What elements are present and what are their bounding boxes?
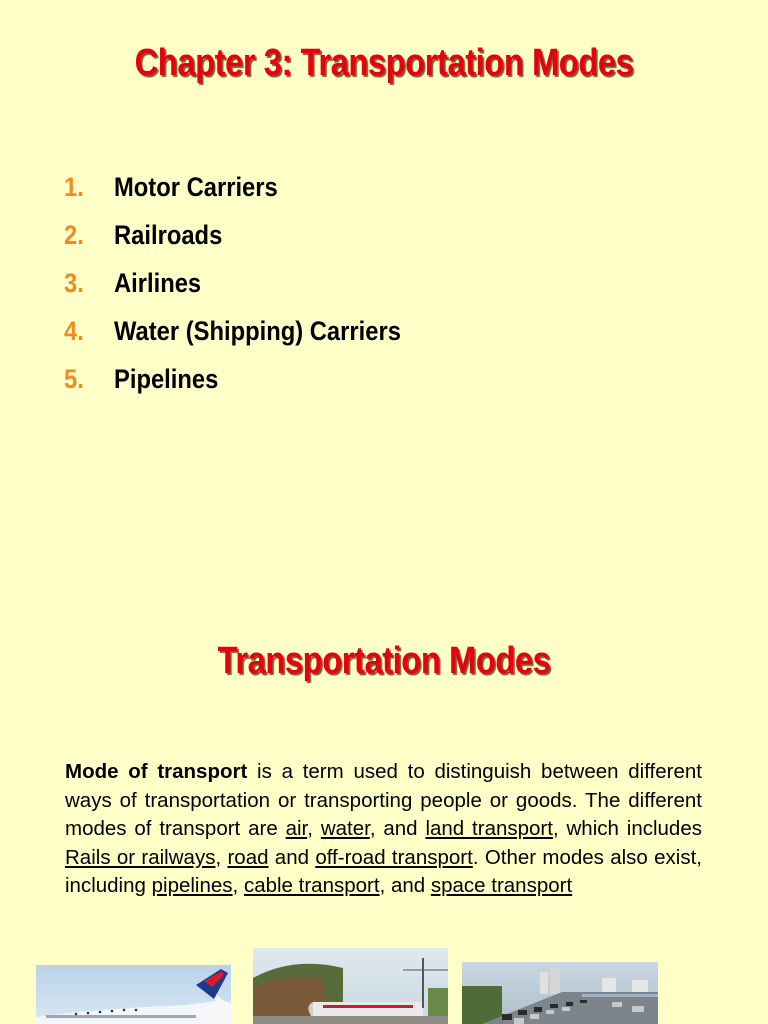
list-label: Airlines [114, 267, 202, 298]
link-road[interactable]: road [227, 845, 269, 869]
list-item [64, 307, 440, 355]
paragraph-text: is a term used to distinguish between different ways of transportation or transporting people or goods. The different modes of transport are [65, 760, 702, 840]
section-title: Transportation Modes [217, 640, 551, 682]
link-off-road-transport[interactable]: off-road transport [315, 845, 473, 869]
paragraph-text: , and [379, 874, 431, 897]
link-cable-transport[interactable]: cable transport [243, 874, 380, 897]
link-rails[interactable]: Rails or railways [65, 845, 216, 869]
list-number: 4. [64, 315, 84, 346]
highway-traffic-photo [462, 962, 658, 1024]
link-water[interactable]: water [320, 817, 370, 840]
paragraph-text: , [307, 817, 321, 840]
paragraph-text: , which includes [552, 817, 702, 840]
paragraph-text: , [232, 874, 244, 897]
transport-mode-list [64, 163, 440, 403]
list-label: Pipelines [114, 363, 219, 394]
list-item [64, 211, 440, 259]
list-label: Railroads [114, 219, 223, 250]
list-item [64, 355, 440, 403]
page-title: Chapter 3: Transportation Modes [134, 42, 634, 84]
list-item [64, 163, 440, 211]
list-number: 1. [64, 171, 84, 202]
list-item [64, 259, 440, 307]
list-number: 2. [64, 219, 84, 250]
link-space-transport[interactable]: space transport [430, 874, 573, 897]
paragraph-text: . Other modes also exist, including [65, 845, 702, 897]
link-land-transport[interactable]: land transport [425, 817, 553, 840]
paragraph-text: , and [369, 817, 426, 840]
bold-term: Mode of transport [65, 760, 248, 783]
list-number: 5. [64, 363, 84, 394]
train-photo [253, 948, 448, 1024]
list-number: 3. [64, 267, 84, 298]
definition-paragraph [65, 758, 702, 901]
list-label: Motor Carriers [114, 171, 278, 202]
link-pipelines[interactable]: pipelines [151, 874, 233, 897]
airplane-photo [36, 965, 231, 1024]
paragraph-text: , [215, 845, 228, 869]
paragraph-text: and [268, 845, 316, 869]
list-label: Water (Shipping) Carriers [114, 315, 401, 346]
link-air[interactable]: air [285, 817, 308, 840]
